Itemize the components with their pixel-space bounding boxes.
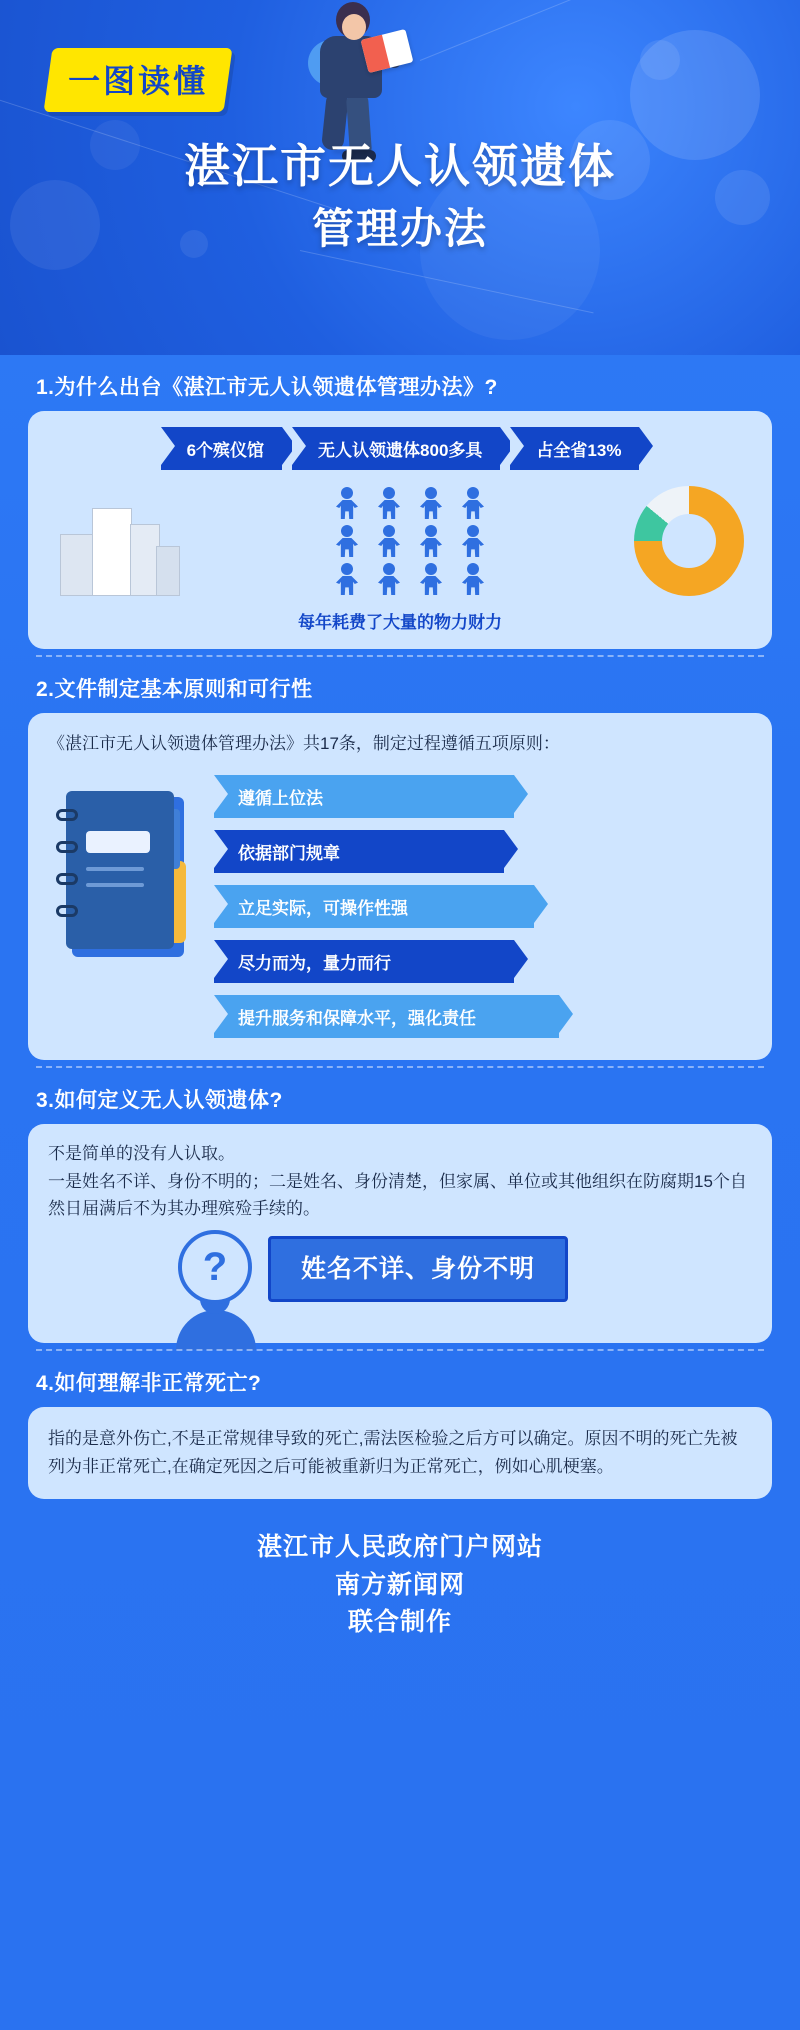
section-3-illustration (48, 1228, 752, 1333)
person-face (342, 14, 366, 40)
section-2-heading: 2.文件制定基本原则和可行性 (36, 678, 313, 701)
header-badge (44, 48, 233, 112)
footer-line-1: 湛江市人民政府门户网站 (256, 1533, 543, 1561)
principle-item-2: 依据部门规章 (214, 830, 504, 873)
building-shape (60, 534, 94, 596)
person-icon (416, 487, 446, 519)
section-1 (0, 355, 800, 649)
page-footer (0, 1499, 800, 1642)
funeral-home-buildings-icon (56, 486, 186, 596)
person-icon (374, 525, 404, 557)
person-icon (416, 525, 446, 557)
section-3-card (28, 1124, 772, 1343)
section-2-body (48, 769, 752, 1038)
person-icon (374, 487, 404, 519)
building-shape (156, 546, 180, 596)
principle-item-3: 立足实际，可操作性强 (214, 885, 534, 928)
principle-item-5: 提升服务和保障水平，强化责任 (214, 995, 559, 1038)
question-mark-icon: ? (178, 1230, 252, 1304)
section-1-card (28, 411, 772, 649)
person-icon (332, 563, 362, 595)
section-2-intro: 《湛江市无人认领遗体管理办法》共17条，制定过程遵循五项原则： (48, 734, 560, 753)
section-2 (0, 657, 800, 1060)
notebook-line (86, 867, 144, 871)
footer-line-3: 联合制作 (347, 1608, 452, 1636)
notebook-label (86, 831, 150, 853)
notebook-line (86, 883, 144, 887)
percentage-donut-chart (634, 486, 744, 596)
section-2-card (28, 713, 772, 1060)
building-shape (92, 508, 132, 596)
stat-ribbon-facilities: 6个殡仪馆 (161, 427, 282, 470)
principle-item-4: 尽力而为，量力而行 (214, 940, 514, 983)
person-icon (416, 563, 446, 595)
person-icon (374, 563, 404, 595)
principle-item-1: 遵循上位法 (214, 775, 514, 818)
header-badge-label: 一图读懂 (68, 63, 209, 99)
avatar-body (176, 1310, 256, 1350)
section-1-illustrations (46, 486, 754, 596)
person-icon (332, 487, 362, 519)
notebook-ring (56, 873, 78, 885)
stat-ribbon-group (46, 427, 754, 470)
section-3-text-line2: 一是姓名不详、身份不明的；二是姓名、身份清楚，但家属、单位或其他组织在防腐期15个自然日届满后不为其办理殡殓手续的。 (48, 1171, 747, 1218)
stat-ribbon-percent: 占全省13% (510, 427, 639, 470)
person-icon (458, 525, 488, 557)
section-1-heading: 1.为什么出台《湛江市无人认领遗体管理办法》? (36, 376, 498, 399)
notebook-icon (52, 791, 202, 991)
stat-ribbon-bodies: 无人认领遗体800多具 (292, 427, 500, 470)
notebook-ring (56, 841, 78, 853)
section-3-text-line1: 不是简单的没有人认取。 (48, 1144, 235, 1164)
page-title-line2: 管理办法 (311, 205, 488, 252)
section-4-text: 指的是意外伤亡,不是正常规律导致的死亡,需法医检验之后方可以确定。原因不明的死亡先被列为非正常死亡,在确定死因之后可能被重新归为正常死亡，例如心肌梗塞。 (48, 1428, 738, 1476)
people-pictogram-grid (332, 487, 488, 595)
section-1-note: 每年耗费了大量的物力财力 (298, 613, 502, 632)
person-icon (458, 487, 488, 519)
page-header (0, 0, 800, 355)
person-icon (458, 563, 488, 595)
notebook-ring (56, 905, 78, 917)
section-3 (0, 1068, 800, 1343)
person-icon (332, 525, 362, 557)
section-3-heading: 3.如何定义无人认领遗体? (36, 1089, 283, 1113)
page-title-line1: 湛江市无人认领遗体 (184, 140, 616, 192)
section-3-banner: 姓名不详、身份不明 (268, 1236, 568, 1302)
section-4-heading: 4.如何理解非正常死亡? (36, 1371, 262, 1395)
section-4-card (28, 1407, 772, 1499)
footer-line-2: 南方新闻网 (334, 1570, 465, 1599)
decor-bubble (640, 40, 680, 80)
section-4 (0, 1351, 800, 1499)
principle-list (202, 769, 752, 1038)
notebook-ring (56, 809, 78, 821)
